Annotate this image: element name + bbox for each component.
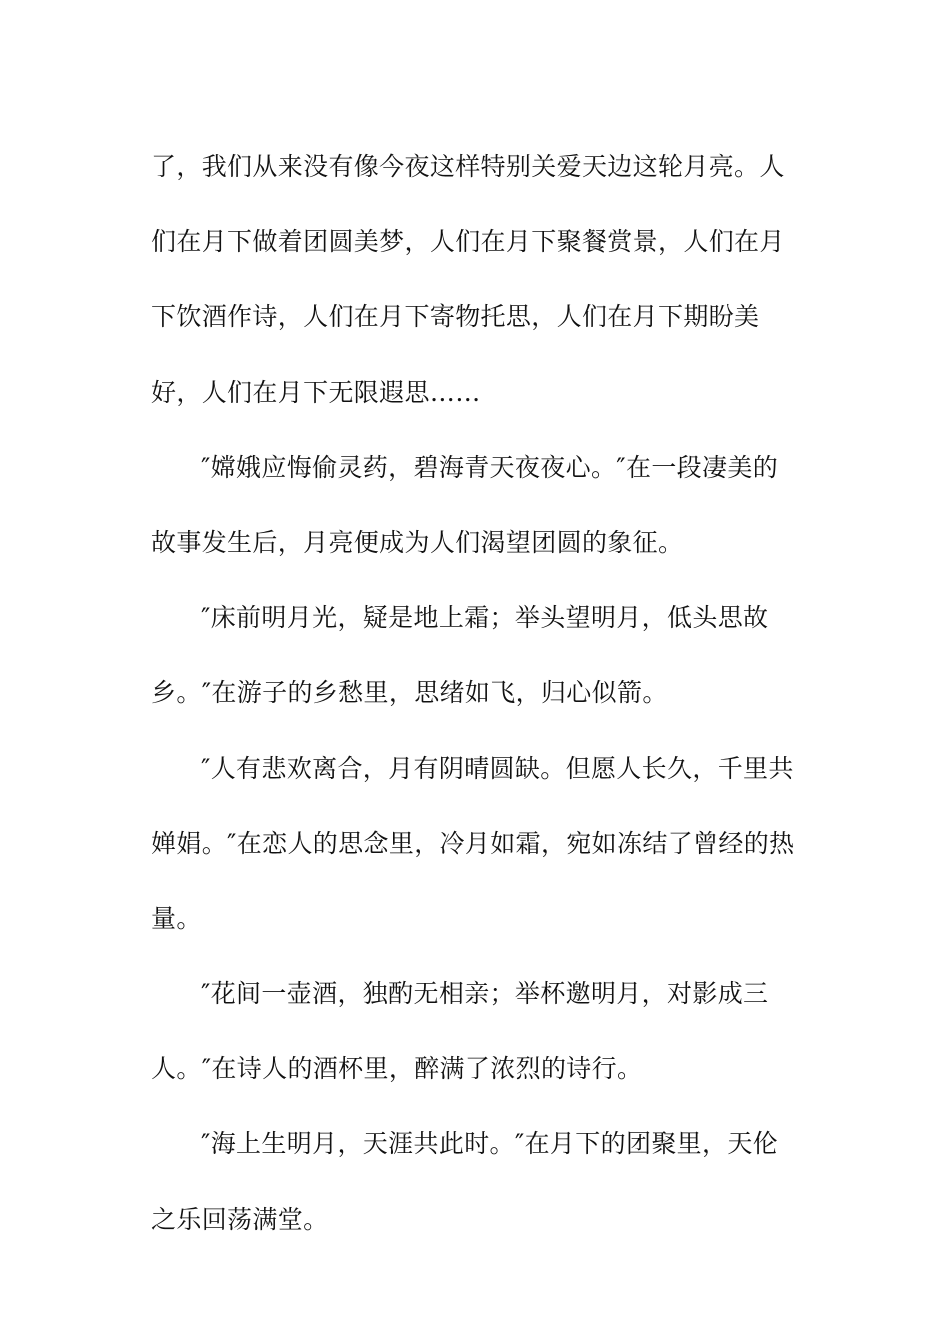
text-line: ″海上生明月，天涯共此时。″在月下的团聚里，天伦 [201, 1129, 779, 1159]
text-line: ″嫦娥应悔偷灵药，碧海青天夜夜心。″在一段凄美的 [201, 452, 779, 482]
body-text [151, 129, 805, 1257]
text-line: ″床前明月光，疑是地上霜；举头望明月，低头思故 [201, 603, 769, 633]
text-line: 之乐回荡满堂。 [151, 1204, 329, 1234]
text-line: 下饮酒作诗，人们在月下寄物托思，人们在月下期盼美 [151, 302, 760, 332]
text-line: 乡。″在游子的乡愁里，思绪如飞，归心似箭。 [151, 678, 668, 708]
text-line: 人。″在诗人的酒杯里，醉满了浓烈的诗行。 [151, 1054, 643, 1084]
text-line: 婵娟。″在恋人的思念里，冷月如霜，宛如冻结了曾经的热 [151, 828, 795, 858]
text-line: 故事发生后，月亮便成为人们渴望团圆的象征。 [151, 527, 684, 557]
text-line: ″花间一壶酒，独酌无相亲；举杯邀明月，对影成三 [201, 979, 769, 1009]
text-line: 量。 [151, 903, 202, 933]
text-line: 们在月下做着团圆美梦，人们在月下聚餐赏景，人们在月 [151, 227, 785, 257]
text-line: 好，人们在月下无限遐思…… [151, 377, 481, 407]
text-line: 了，我们从来没有像今夜这样特别关爱天边这轮月亮。人 [151, 152, 785, 181]
text-line: ″人有悲欢离合，月有阴晴圆缺。但愿人长久，千里共 [201, 753, 794, 783]
